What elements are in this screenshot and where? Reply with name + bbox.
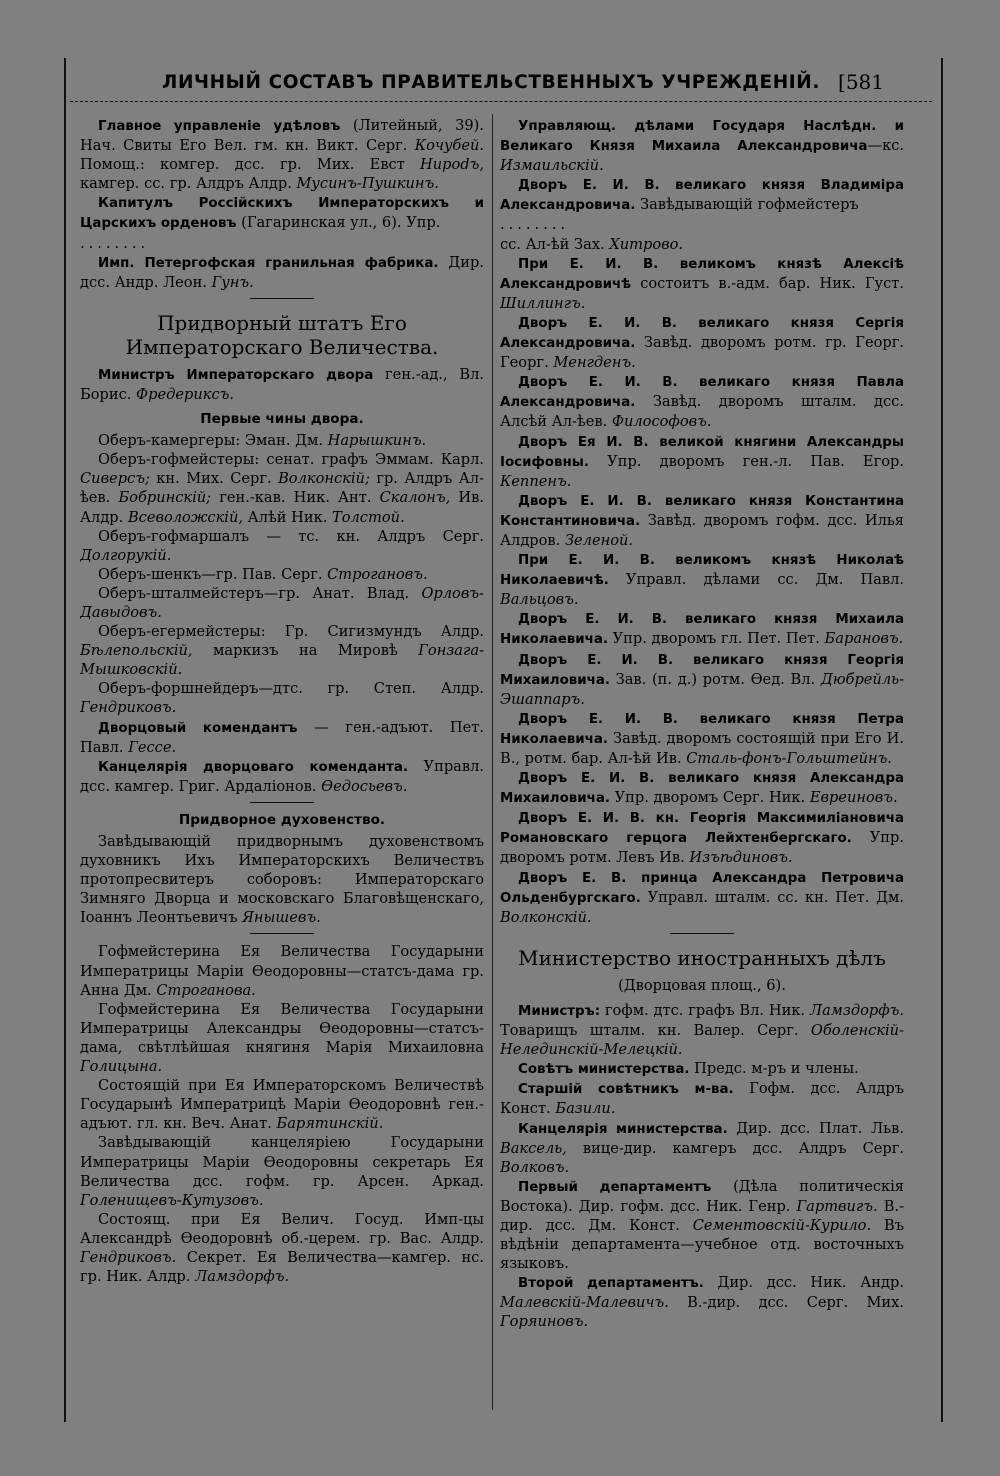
- entry-head: Имп. Петергофская гранильная фабрика.: [98, 255, 439, 271]
- entry-gofmeisterina-2: Гофмейстерина Ея Величества Государыни Императрицы Александры Ѳеодоровны—статсъ-дама, свѣтлѣйшая княгиня Марія Михаиловна Голицына.: [80, 1000, 484, 1076]
- entry-ober-gofmeistery: Оберъ-гофмейстеры: сенат. графъ Эммам. Карл. Сиверсъ; кн. Мих. Серг. Волконскій; гр. Алдръ Ал-ѣев. Бобринскій; ген.-кав. Ник. Ант. Скалонъ, Ив. Алдр. Всеволожскій, Алѣй Ник. Толстой.: [80, 451, 484, 526]
- entry-clergy: Завѣдывающій придворнымъ духовенствомъ духовникъ Ихъ Императорскихъ Величествъ протопресвитеръ соборовъ: Императорскаго Зимняго Дворца и московскаго Благовѣщенскаго, Іоаннъ Леонтьевичъ Янышевъ.: [80, 833, 484, 927]
- entry-vladimir: Дворъ Е. И. В. великаго князя Владиміра Александровича. Завѣдывающій гофмейстеръ ........ сс. Ал-ѣй Зах. Хитрово.: [500, 178, 904, 253]
- header-rule: [70, 101, 932, 102]
- entry-ober-forshneider: Оберъ-форшнейдеръ—дтс. гр. Степ. Алдр. Гендриковъ.: [80, 680, 484, 717]
- subheading-ranks: Первые чины двора.: [200, 411, 364, 428]
- entry-kancelyaria-imperatricy: Завѣдывающій канцеляріею Государыни Императрицы Маріи Ѳеодоровны секретарь Ея Величества дсс. гофм. гр. Арсен. Аркад. Голенищевъ-Кутузовъ.: [80, 1134, 484, 1209]
- entry-ober-kamergery: Оберъ-камергеры: Эман. Дм. Нарышкинъ.: [98, 432, 427, 450]
- entry-kapitul: Капитулъ Россійскихъ Императорскихъ и Царскихъ орденовъ (Гагаринская ул., 6). Упр. ........: [80, 196, 484, 252]
- entry-starshiy-sovetnik: Старшій совѣтникъ м-ва. Гофм. дсс. Алдръ Конст. Базили.: [500, 1080, 904, 1118]
- running-head: ЛИЧНЫЙ СОСТАВЪ ПРАВИТЕЛЬСТВЕННЫХЪ УЧРЕЖДЕНІЙ.: [162, 72, 820, 93]
- entry-kancelyaria-ministerstva: Канцелярія министерства. Дир. дсс. Плат. Льв. Ваксель, вице-дир. камгеръ дсс. Алдръ Серг. Волковъ.: [500, 1119, 904, 1176]
- entry-georgii: Дворъ Е. И. В. великаго князя Георгія Михаиловича. Зав. (п. д.) ротм. Ѳед. Вл. Дюбрейль-Эшаппаръ.: [500, 652, 904, 708]
- entry-sostoyashchiy: Состоящій при Ея Императорскомъ Величествѣ Государынѣ Императрицѣ Маріи Ѳеодоровнѣ ген.-адъют. гл. кн. Веч. Анат. Барятинскій.: [80, 1077, 484, 1133]
- entry-nikolai: При Е. И. В. великомъ князѣ Николаѣ Николаевичѣ. Управл. дѣлами сс. Дм. Павл. Вальцовъ.: [500, 553, 904, 609]
- entry-sergei: Дворъ Е. И. В. великаго князя Сергія Александровича. Завѣд. дворомъ ротм. гр. Георг. Георг. Менгденъ.: [500, 315, 904, 372]
- entry-head: Капитулъ Россійскихъ Императорскихъ и Царскихъ орденовъ: [80, 196, 484, 232]
- entry-sovet: Совѣтъ министерства. Предс. м-ръ и члены.: [518, 1060, 859, 1078]
- mid-address: (Дворцовая площ., 6).: [618, 976, 786, 994]
- page-number: [581: [838, 70, 884, 94]
- entry-ober-shtalmeister: Оберъ-шталмейстеръ—гр. Анат. Влад. Орловъ-Давыдовъ.: [80, 584, 484, 621]
- entry-leikhtenberg: Дворъ Е. И. В. кн. Георгія Максимиліановича Романовскаго герцога Лейхтенбергскаго. Упр. дворомъ ротм. Левъ Ив. Изъѣдиновъ.: [500, 811, 904, 867]
- subheading-clergy: Придворное духовенство.: [178, 811, 386, 828]
- entry-mikhail: Дворъ Е. И. В. великаго князя Михаила Николаевича. Упр. дворомъ гл. Пет. Пет. Барановъ.: [500, 612, 904, 648]
- entry-aleksandra-iosifovna: Дворъ Ея И. В. великой княгини Александры Іосифовны. Упр. дворомъ ген.-л. Пав. Егор. Кеппенъ.: [500, 434, 904, 490]
- entry-naslednik: Управляющ. дѣлами Государя Наслѣдн. и Великаго Князя Михаила Александровича—кс. Измаильскій.: [500, 119, 904, 175]
- entry-ober-egermeistery: Оберъ-егермейстеры: Гр. Сигизмундъ Алдр. Бѣлепольскій, маркизъ на Мировѣ Гонзага-Мышковскій.: [80, 623, 484, 679]
- entry-vtoroi-departament: Второй департаментъ. Дир. дсс. Ник. Андр. Малевскій-Малевичъ. В.-дир. дсс. Серг. Мих. Горяиновъ.: [500, 1274, 904, 1331]
- entry-ober-gofmarshal: Оберъ-гофмаршалъ — тс. кн. Алдръ Серг. Долгорукій.: [80, 527, 484, 564]
- entry-gofmeisterina-1: Гофмейстерина Ея Величества Государыни Императрицы Маріи Ѳеодоровны—статсъ-дама гр. Анна Дм. Строганова.: [80, 943, 484, 999]
- column-divider: [492, 114, 493, 1410]
- entry-ministr-mid: Министръ: гофм. дтс. графъ Вл. Ник. Ламздорфъ. Товарищъ шталм. кн. Валер. Серг. Оболенскій-Нелединскій-Мелецкій.: [500, 1001, 904, 1059]
- section-rule: [250, 933, 314, 934]
- section-heading-court: Придворный штатъ Его Императорскаго Величества.: [125, 310, 439, 359]
- entry-udel: Главное управленіе удѣловъ (Литейный, 39). Нач. Свиты Его Вел. гм. кн. Викт. Серг. Кочубей. Помощ.: комгер. дсс. гр. Мих. Евст Нироdъ, камгер. сс. гр. Алдръ Алдр. Мусинъ-Пушкинъ.: [80, 117, 484, 193]
- entry-fabrika: Имп. Петергофская гранильная фабрика. Дир. дсс. Андр. Леон. Гунъ.: [80, 253, 484, 291]
- entry-sostoyashch-aleksandra: Состоящ. при Ея Велич. Госуд. Имп-цы Александрѣ Ѳеодоровнѣ об.-церем. гр. Вас. Алдр. Гендриковъ. Секрет. Ея Величества—камгер. нс. гр. Ник. Алдр. Ламздорфъ.: [80, 1210, 484, 1286]
- right-column: [500, 116, 904, 1412]
- entry-aleksei: При Е. И. В. великомъ князѣ Алексіѣ Александровичѣ состоитъ в.-адм. бар. Ник. Густ. Шиллингъ.: [500, 256, 904, 312]
- entry-oldenburg: Дворъ Е. В. принца Александра Петровича Ольденбургскаго. Управл. шталм. сс. кн. Пет. Дм. Волконскій.: [500, 870, 904, 926]
- entry-ober-shenk: Оберъ-шенкъ—гр. Пав. Серг. Строгановъ.: [98, 565, 428, 583]
- entry-minister-court: Министръ Императорскаго двора ген.-ад., Вл. Борис. Фредериксъ.: [80, 365, 484, 403]
- entry-pavel: Дворъ Е. И. В. великаго князя Павла Александровича. Завѣд. дворомъ шталм. дсс. Алсѣй Ал-ѣев. Философовъ.: [500, 375, 904, 431]
- section-heading-mid: Министерство иностранныхъ дѣлъ: [518, 945, 886, 970]
- entry-pervyi-departament: Первый департаментъ (Дѣла политическія Востока). Дир. гофм. дсс. Ник. Генр. Гартвигъ. В.-дир. дсс. Дм. Конст. Сементовскій-Курило. Въ вѣдѣніи департамента—учебное отд. восточныхъ языковъ.: [500, 1177, 904, 1273]
- section-rule: [670, 933, 734, 934]
- entry-kancelyaria-komendanta: Канцелярія дворцоваго коменданта. Управл. дсс. камгер. Григ. Ардаліонов. Ѳедосьевъ.: [80, 757, 484, 795]
- section-rule: [250, 802, 314, 803]
- entry-aleksandr-mikh: Дворъ Е. И. В. великаго князя Александра Михаиловича. Упр. дворомъ Серг. Ник. Евреиновъ.: [500, 771, 904, 807]
- left-column: [80, 116, 484, 1412]
- entry-komendant: Дворцовый комендантъ — ген.-адъют. Пет. Павл. Гессе.: [80, 718, 484, 756]
- section-rule: [250, 298, 314, 299]
- entry-konstantin: Дворъ Е. И. В. великаго князя Константина Константиновича. Завѣд. дворомъ гофм. дсс. Илья Алдров. Зеленой.: [500, 493, 904, 549]
- entry-head: Главное управленіе удѣловъ: [98, 119, 341, 134]
- entry-petr: Дворъ Е. И. В. великаго князя Петра Николаевича. Завѣд. дворомъ состоящій при Его И. В., ротм. бар. Ал-ѣй Ив. Сталь-фонъ-Гольштейнъ.: [500, 711, 904, 767]
